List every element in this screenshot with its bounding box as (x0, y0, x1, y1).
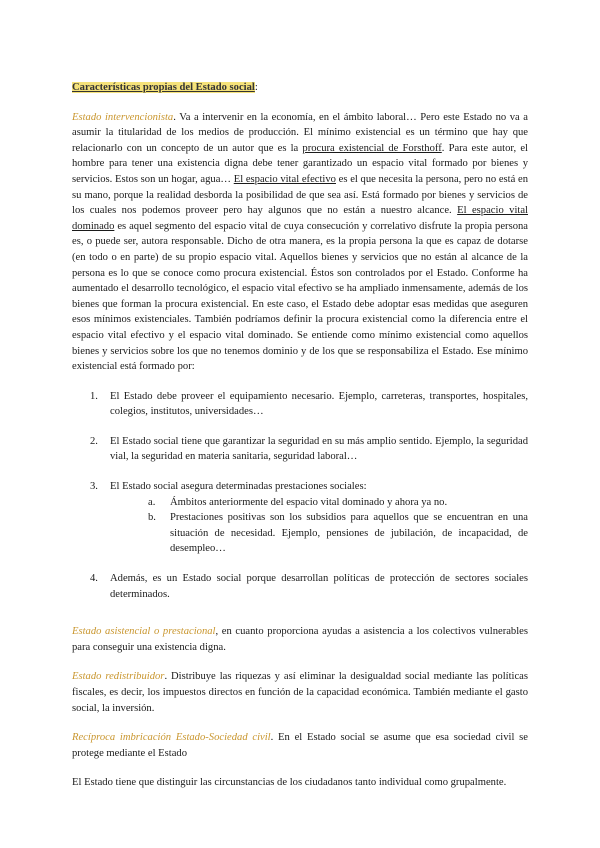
sub-list (110, 495, 528, 557)
text-segment: , en cuanto proporciona ayudas a asistencia a los colectivos vulnerables para conseguir una existencia digna. (72, 626, 528, 653)
sub-list-text: Ámbitos anteriormente del espacio vital dominado y ahora ya no. (170, 496, 448, 508)
list-item (72, 479, 528, 557)
underline-espacio-dominado: El espacio vital dominado (72, 205, 529, 232)
list-number: 1. (90, 390, 98, 402)
text-segment: . Para este autor, el hombre para tener una existencia digna debe tener garantizado un espacio vital formado por bienes y servicios. Estos son un hogar, agua… (72, 142, 528, 185)
list-text: El Estado debe proveer el equipamiento necesario. Ejemplo, carreteras, transportes, hospitales, colegios, institutos, universidades… (110, 390, 528, 418)
page-title: Características propias del Estado social (72, 82, 255, 93)
sub-list-text: Prestaciones positivas son los subsidios para aquellos que se encuentran en una situación de necesidad. Ejemplo, pensiones de jubilación, de incapacidad, de desempleo… (170, 512, 528, 555)
term-intervencionista: Estado intervencionista (72, 111, 174, 123)
list-number: 3. (90, 481, 98, 493)
heading (72, 80, 528, 96)
text-segment: es aquel segmento del espacio vital de cuya consecución y correlativo disfrute la propia persona es, o puede ser, autora responsable. Dicho de otra manera, es la propia persona la que es capaz de dotarse (en todo o en parte) de su propio espacio vital. Aquellos bienes y servicios que no están al alcance de la persona es lo que se conoce como procura existencial. Éstos son controlados por el Estado. Conforme ha aumentado el desarrollo tecnológico, el espacio vital efectivo se ha ampliado inmensamente, además de los bienes que forman la procura existencial. En este caso, el Estado debe adoptar esas medidas que aseguren esos mínimos existenciales. También podríamos definir la procura existencial como la diferencia entre el espacio vital efectivo y el espacio vital dominado. Se entiende como mínimo existencial como aquellos bienes y servicios sobre los que no tenemos dominio y de los que se responsabiliza el Estado. Ese mínimo existencial está formado por: (72, 220, 528, 373)
numbered-list (72, 389, 528, 603)
list-text: El Estado social tiene que garantizar la seguridad en su más amplio sentido. Ejemplo, la seguridad vial, la seguridad en materia sanitaria, seguridad laboral… (110, 435, 528, 463)
list-number: 4. (90, 573, 98, 585)
sub-list-item (148, 495, 528, 511)
paragraph-imbricacion (72, 730, 528, 761)
paragraph-redistribuidor (72, 669, 528, 716)
paragraph-final: El Estado tiene que distinguir las circunstancias de los ciudadanos tanto individual como grupalmente. (72, 777, 507, 789)
term-redistribuidor: Estado redistribuidor (72, 671, 165, 683)
list-text: El Estado social asegura determinadas prestaciones sociales: (110, 481, 367, 493)
term-asistencial: Estado asistencial o prestacional (72, 626, 216, 638)
paragraph-asistencial (72, 624, 528, 655)
list-number: 2. (90, 435, 98, 447)
document-page (72, 80, 528, 791)
text-segment: . Distribuye las riquezas y así eliminar la desigualdad social mediante las políticas fiscales, es decir, los impuestos directos en función de la capacidad económica. También mediante el gasto social, la inversión. (72, 671, 528, 714)
text-segment: es el que necesita la persona, pero no está en su mano, porque la realidad desborda la posibilidad de que sea así. Está formado por bienes y servicios de los cuales nos podemos proveer pero hay algunos que no están a nuestro alcance. (72, 173, 528, 217)
sub-list-letter: b. (148, 512, 156, 524)
list-item (72, 434, 528, 465)
sub-list-letter: a. (148, 496, 156, 508)
underline-espacio-efectivo: El espacio vital efectivo (233, 173, 336, 185)
title-suffix: : (254, 82, 258, 93)
sub-list-item (148, 510, 528, 557)
paragraph-intervencionista (72, 110, 528, 375)
underline-procura: procura existencial de Forsthoff (302, 142, 442, 154)
list-item (72, 389, 528, 420)
list-text: Además, es un Estado social porque desarrollan políticas de protección de sectores sociales determinados. (110, 573, 528, 600)
text-segment: . Va a intervenir en la economía, en el ámbito laboral… Pero este Estado no va a asumir la titularidad de los medios de producción. El mínimo existencial es un término que hay que relacionarlo con un concepto de un autor que es la (72, 111, 528, 154)
text-segment: . En el Estado social se asume que esa sociedad civil se protege mediante el Estado (72, 732, 528, 759)
term-imbricacion: Recíproca imbricación Estado-Sociedad civil (72, 732, 271, 744)
list-item (72, 571, 528, 602)
